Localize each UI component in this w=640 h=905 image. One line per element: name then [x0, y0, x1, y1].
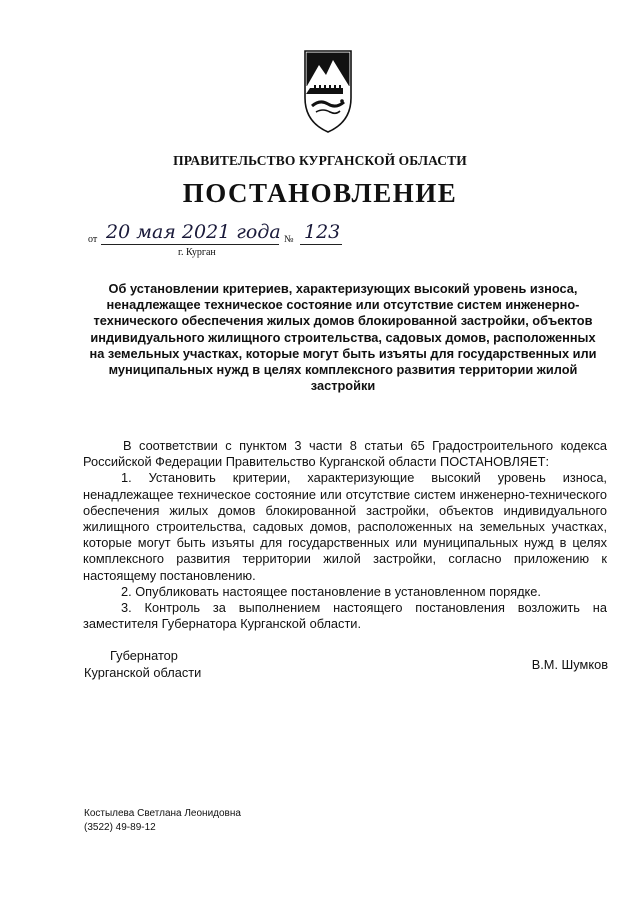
- executor-phone: (3522) 49-89-12: [84, 822, 156, 833]
- executor-info: [84, 807, 241, 835]
- body-item-2: 2. Опубликовать настоящее постановление в установленном порядке.: [121, 583, 541, 599]
- document-body: [83, 438, 607, 632]
- body-preamble: В соответствии с пунктом 3 части 8 статьи 65 Градостроительного кодекса Российской Федерации Правительство Курганской области ПОСТАНОВЛЯЕТ:: [83, 438, 607, 470]
- executor-name: Костылева Светлана Леонидовна: [84, 808, 241, 819]
- body-item-1: 1. Установить критерии, характеризующие высокий уровень износа, ненадлежащее техническое состояние или отсутствие систем инженерно-технического обеспечения жилых домов блокированной застройки, объектов индивидуального жилищного строительства, садовых домов, расположенных на земельных участках, которые могут быть изъяты для государственных или муниципальных нужд в целях комплексного развития территории жилой застройки, согласно приложению к настоящему постановлению.: [83, 470, 607, 583]
- signatory-title-line-2: Курганской области: [84, 664, 202, 680]
- date-from-label: от: [88, 234, 98, 245]
- handwritten-date: 20 мая 2021 года: [106, 221, 281, 243]
- organization-name: ПРАВИТЕЛЬСТВО КУРГАНСКОЙ ОБЛАСТИ: [173, 153, 467, 168]
- signatory-name: В.М. Шумков: [531, 657, 608, 672]
- number-underline: [300, 244, 342, 245]
- document-type-title: ПОСТАНОВЛЕНИЕ: [182, 178, 458, 208]
- kurgan-coat-of-arms-icon: [302, 48, 354, 134]
- body-item-3: 3. Контроль за выполнением настоящего постановления возложить на заместителя Губернатора Курганской области.: [83, 600, 607, 632]
- document-subject: Об установлении критериев, характеризующих высокий уровень износа, ненадлежащее техническое состояние или отсутствие систем инженерно-технического обеспечения жилых домов блокированной застройки, объектов индивидуального жилищного строительства, садовых домов, расположенных на земельных участках, которые могут быть изъяты для государственных или муниципальных нужд в целях комплексного развития территории жилой застройки: [89, 281, 597, 394]
- signatory-title: [84, 648, 201, 681]
- date-underline: [101, 244, 279, 245]
- number-label: №: [284, 234, 294, 245]
- handwritten-number: 123: [304, 221, 341, 243]
- signatory-title-line-1: Губернатор: [110, 648, 178, 663]
- city-name: г. Курган: [178, 247, 216, 258]
- date-number-line: [88, 221, 448, 264]
